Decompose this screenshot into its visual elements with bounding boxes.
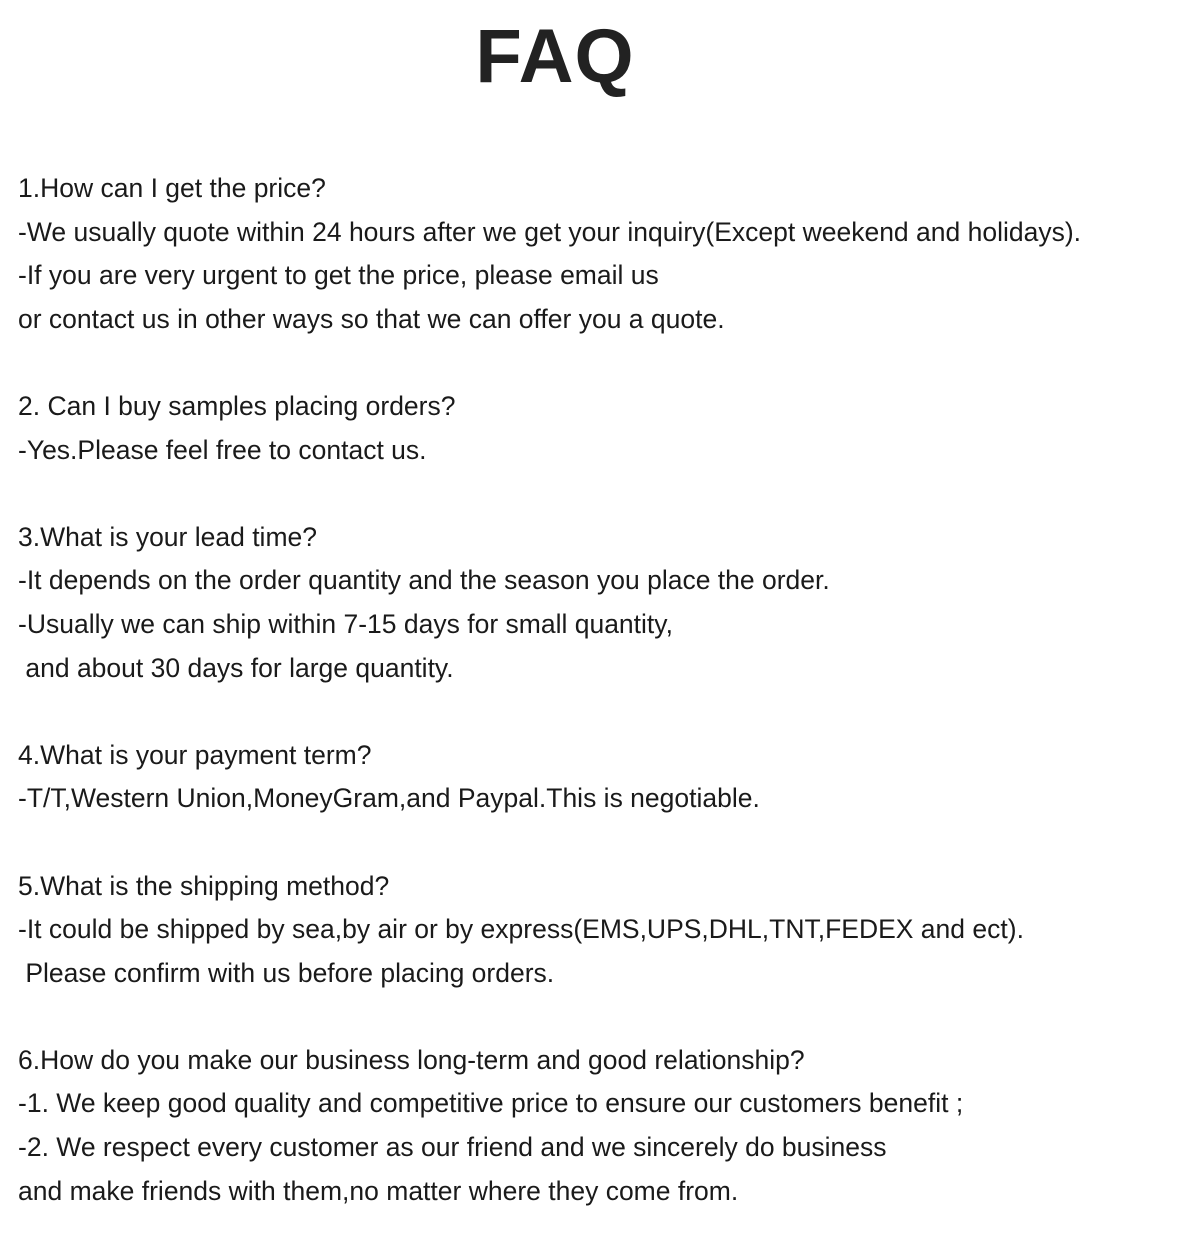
section-spacer [18, 341, 1198, 385]
section-spacer [18, 690, 1198, 734]
section-spacer [18, 472, 1198, 516]
section-spacer [18, 821, 1198, 865]
faq-item [18, 385, 1198, 472]
faq-answer-line: -We usually quote within 24 hours after we get your inquiry(Except weekend and holidays). [18, 216, 1082, 247]
faq-answer-line: or contact us in other ways so that we can offer you a quote. [18, 303, 725, 334]
faq-item [18, 865, 1198, 996]
faq-answer-line: and about 30 days for large quantity. [18, 652, 454, 683]
faq-answer-line: Please confirm with us before placing orders. [18, 957, 555, 988]
faq-question: 6.How do you make our business long-term and good relationship? [18, 1044, 805, 1075]
faq-list [18, 167, 1198, 1213]
faq-answer-line: -If you are very urgent to get the price, please email us [18, 260, 659, 291]
faq-answer-line: -Yes.Please feel free to contact us. [18, 434, 427, 465]
faq-item [18, 516, 1198, 690]
faq-question: 1.How can I get the price? [18, 173, 326, 203]
faq-answer-line: -Usually we can ship within 7-15 days for small quantity, [18, 608, 673, 639]
faq-item [18, 734, 1198, 821]
faq-answer-line: and make friends with them,no matter where they come from. [18, 1175, 739, 1206]
faq-answer-line: -2. We respect every customer as our friend and we sincerely do business [18, 1132, 887, 1163]
faq-question: 3.What is your lead time? [18, 521, 317, 552]
faq-answer-line: -1. We keep good quality and competitive price to ensure our customers benefit ; [18, 1088, 964, 1119]
faq-item [18, 1039, 1198, 1213]
faq-question: 5.What is the shipping method? [18, 870, 390, 901]
faq-item [18, 167, 1198, 341]
faq-question: 2. Can I buy samples placing orders? [18, 390, 456, 421]
page-title: FAQ [475, 14, 635, 99]
faq-answer-line: -It depends on the order quantity and the season you place the order. [18, 565, 830, 596]
section-spacer [18, 995, 1198, 1039]
faq-question: 4.What is your payment term? [18, 739, 372, 770]
faq-answer-line: -T/T,Western Union,MoneyGram,and Paypal.This is negotiable. [18, 783, 760, 814]
faq-answer-line: -It could be shipped by sea,by air or by express(EMS,UPS,DHL,TNT,FEDEX and ect). [18, 914, 1024, 945]
